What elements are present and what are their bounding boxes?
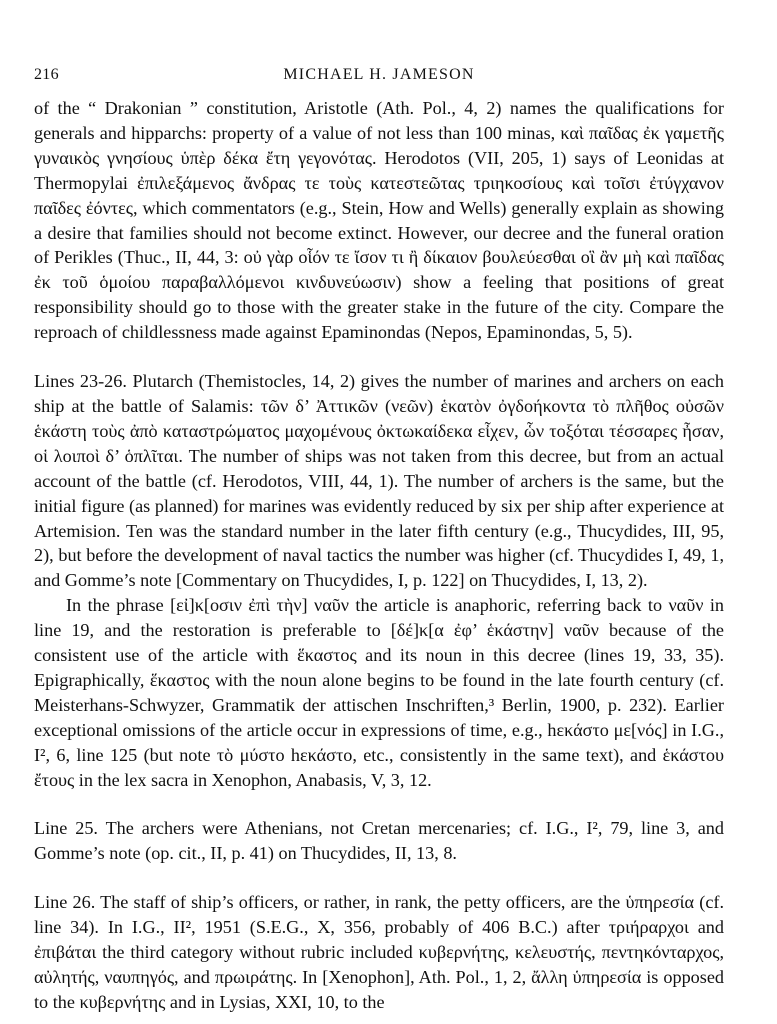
body-text (34, 96, 724, 1015)
running-head (34, 66, 724, 88)
paragraph-drakonian-constitution: of the “ Drakonian ” constitution, Aristotle (Ath. Pol., 4, 2) names the qualifications for generals and hipparchs: property of a value of not less than 100 minas, καὶ παῖδας ἐκ γαμετῆς γυναικὸς γνησίους ὑπὲρ δέκα ἔτη γεγονότας. Herodotos (VII, 205, 1) says of Leonidas at Thermopylai ἐπιλεξάμενος ἄνδρας τε τοὺς κατεστεῶτας τριηκοσίους καὶ τοῖσι ἐτύγχανον παῖδες ἐόντες, which commentators (e.g., Stein, How and Wells) generally explain as showing a desire that families should not become extinct. However, our decree and the funeral oration of Perikles (Thuc., II, 44, 3: οὐ γὰρ οἷόν τε ἴσον τι ἢ δίκαιον βουλεύεσθαι οἳ ἂν μὴ καὶ παῖδας ἐκ τοῦ ὁμοίου παραβαλλόμενοι κινδυνεύωσιν) show a feeling that positions of great responsibility should go to those with the greater stake in the future of the city. Compare the reproach of childlessness made against Epaminondas (Nepos, Epaminondas, 5, 5). (34, 98, 724, 343)
paragraph-line-26: Line 26. The staff of ship’s officers, or rather, in rank, the petty officers, are the ὑπηρεσία (cf. line 34). In I.G., II², 1951 (S.E.G., X, 356, probably of 406 B.C.) after τριήραρχοι and ἐπιβάται the third category without rubric included κυβερνήτης, κελευστής, πεντηκόνταρχος, αὐλητής, ναυπηγός, and πρωιράτης. In [Xenophon], Ath. Pol., 1, 2, ἄλλη ὑπηρεσία is opposed to the κυβερνήτης and in Lysias, XXI, 10, to the (34, 892, 724, 1012)
paragraph-lines-23-26: Lines 23-26. Plutarch (Themistocles, 14, 2) gives the number of marines and archers on each ship at the battle of Salamis: τῶν δ’ Ἀττικῶν (νεῶν) ἑκατὸν ὀγδοήκοντα τὸ πλῆθος οὐσῶν ἑκάστη τοὺς ἀπὸ καταστρώματος μαχομένους ὀκτωκαίδεκα εἶχεν, ὧν τοξόται τέσσαρες ἦσαν, οἱ λοιποὶ δ’ ὁπλῖται. The number of ships was not taken from this decree, but from an actual account of the battle (cf. Herodotos, VIII, 44, 1). The number of archers is the same, but the initial figure (as planned) for marines was evidently reduced by six per ship after experience at Artemision. Ten was the standard number in the later fifth century (e.g., Thucydides, III, 95, 2), but before the development of naval tactics the number was higher (cf. Thucydides I, 49, 1, and Gomme’s note [Commentary on Thucydides, I, p. 122] on Thucydides, I, 13, 2). (34, 371, 724, 591)
running-head-author: MICHAEL H. JAMESON (283, 66, 475, 83)
page-number: 216 (34, 66, 59, 83)
paragraph-phrase-restoration: In the phrase [εἰ]κ[οσιν ἐπὶ τὴν] ναῦν the article is anaphoric, referring back to ναῦν in line 19, and the restoration is preferable to [δέ]κ[α ἐφ’ ἑκάστην] ναῦν because of the consistent use of the article with ἕκαστος and its noun in this decree (lines 19, 33, 35). Epigraphically, ἕκαστος with the noun alone begins to be found in the late fourth century (cf. Meisterhans-Schwyzer, Grammatik der attischen Inschriften,³ Berlin, 1900, p. 232). Earlier exceptional omissions of the article occur in expressions of time, e.g., hεκάστο με[νός] in I.G., I², 6, line 125 (but note τὸ μύστο hεκάστο, etc., consistently in the same text), and ἑκάστου ἔτους in the lex sacra in Xenophon, Anabasis, V, 3, 12. (34, 595, 724, 790)
paragraph-line-25: Line 25. The archers were Athenians, not Cretan mercenaries; cf. I.G., I², 79, line 3, and Gomme’s note (op. cit., II, p. 41) on Thucydides, II, 13, 8. (34, 818, 724, 864)
